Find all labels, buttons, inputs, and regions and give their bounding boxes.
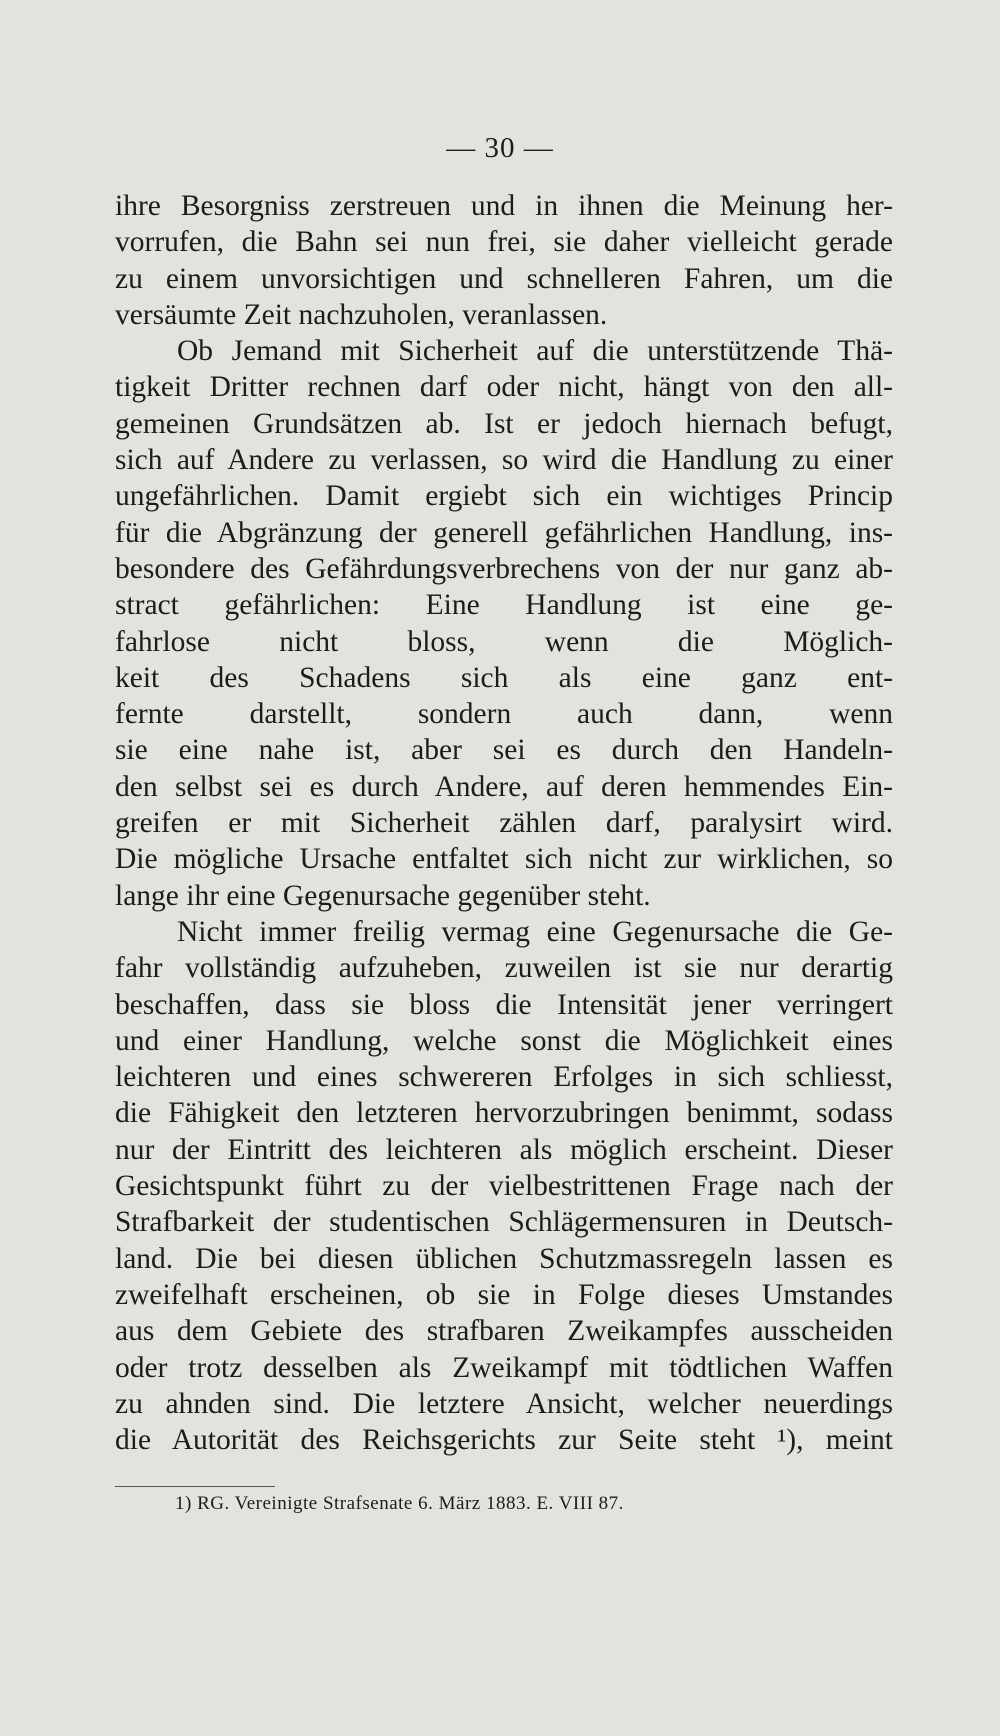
text-line: vorrufen, die Bahn sei nun frei, sie daher vielleicht gerade xyxy=(115,226,893,259)
text-line: zu ahnden sind. Die letztere Ansicht, welcher neuerdings xyxy=(115,1387,893,1420)
text-line: gemeinen Grundsätzen ab. Ist er jedoch hiernach befugt, xyxy=(115,407,893,440)
text-line: keit des Schadens sich als eine ganz ent- xyxy=(115,661,893,694)
text-line: für die Abgränzung der generell gefährlichen Handlung, ins- xyxy=(115,516,893,549)
text-line: stract gefährlichen: Eine Handlung ist eine ge- xyxy=(115,589,893,622)
text-line: lange ihr eine Gegenursache gegenüber steht. xyxy=(115,879,651,912)
text-line: Ob Jemand mit Sicherheit auf die unterstützende Thä- xyxy=(177,335,893,368)
text-line: ungefährlichen. Damit ergiebt sich ein wichtiges Princip xyxy=(115,480,893,513)
text-line: und einer Handlung, welche sonst die Möglichkeit eines xyxy=(115,1024,893,1057)
text-line: die Autorität des Reichsgerichts zur Seite steht ¹), meint xyxy=(115,1424,893,1457)
text-line: zweifelhaft erscheinen, ob sie in Folge dieses Umstandes xyxy=(115,1278,893,1311)
text-line: sie eine nahe ist, aber sei es durch den Handeln- xyxy=(115,734,893,767)
page-number: — 30 — xyxy=(446,132,554,164)
text-line: aus dem Gebiete des strafbaren Zweikampfes ausscheiden xyxy=(115,1315,893,1348)
text-line: nur der Eintritt des leichteren als möglich erscheint. Dieser xyxy=(115,1133,893,1166)
text-line: Strafbarkeit der studentischen Schlägermensuren in Deutsch- xyxy=(115,1206,893,1239)
footnote-divider xyxy=(115,1486,275,1487)
body-text xyxy=(115,188,893,1458)
text-line: die Fähigkeit den letzteren hervorzubringen benimmt, sodass xyxy=(115,1097,893,1130)
footnote: 1) RG. Vereinigte Strafsenate 6. März 1883. E. VIII 87. xyxy=(175,1493,624,1514)
text-line: Gesichtspunkt führt zu der vielbestrittenen Frage nach der xyxy=(115,1170,893,1203)
text-line: fahr vollständig aufzuheben, zuweilen ist sie nur derartig xyxy=(115,952,893,985)
text-line: tigkeit Dritter rechnen darf oder nicht, hängt von den all- xyxy=(115,371,893,404)
text-line: den selbst sei es durch Andere, auf deren hemmendes Ein- xyxy=(115,770,893,803)
text-line: Nicht immer freilig vermag eine Gegenursache die Ge- xyxy=(177,915,893,948)
text-line: sich auf Andere zu verlassen, so wird die Handlung zu einer xyxy=(115,444,893,477)
text-line: greifen er mit Sicherheit zählen darf, paralysirt wird. xyxy=(115,807,893,840)
text-line: zu einem unvorsichtigen und schnelleren Fahren, um die xyxy=(115,262,893,295)
text-line: Die mögliche Ursache entfaltet sich nicht zur wirklichen, so xyxy=(115,843,893,876)
text-line: ihre Besorgniss zerstreuen und in ihnen die Meinung her- xyxy=(115,190,893,222)
text-line: oder trotz desselben als Zweikampf mit tödtlichen Waffen xyxy=(115,1351,893,1384)
text-line: besondere des Gefährdungsverbrechens von der nur ganz ab- xyxy=(115,552,893,585)
text-line: beschaffen, dass sie bloss die Intensität jener verringert xyxy=(115,988,893,1021)
text-line: leichteren und eines schwereren Erfolges in sich schliesst, xyxy=(115,1061,893,1094)
text-line: fernte darstellt, sondern auch dann, wenn xyxy=(115,698,893,731)
text-line: land. Die bei diesen üblichen Schutzmassregeln lassen es xyxy=(115,1242,893,1275)
text-line: versäumte Zeit nachzuholen, veranlassen. xyxy=(115,298,608,331)
text-line: fahrlose nicht bloss, wenn die Möglich- xyxy=(115,625,893,658)
